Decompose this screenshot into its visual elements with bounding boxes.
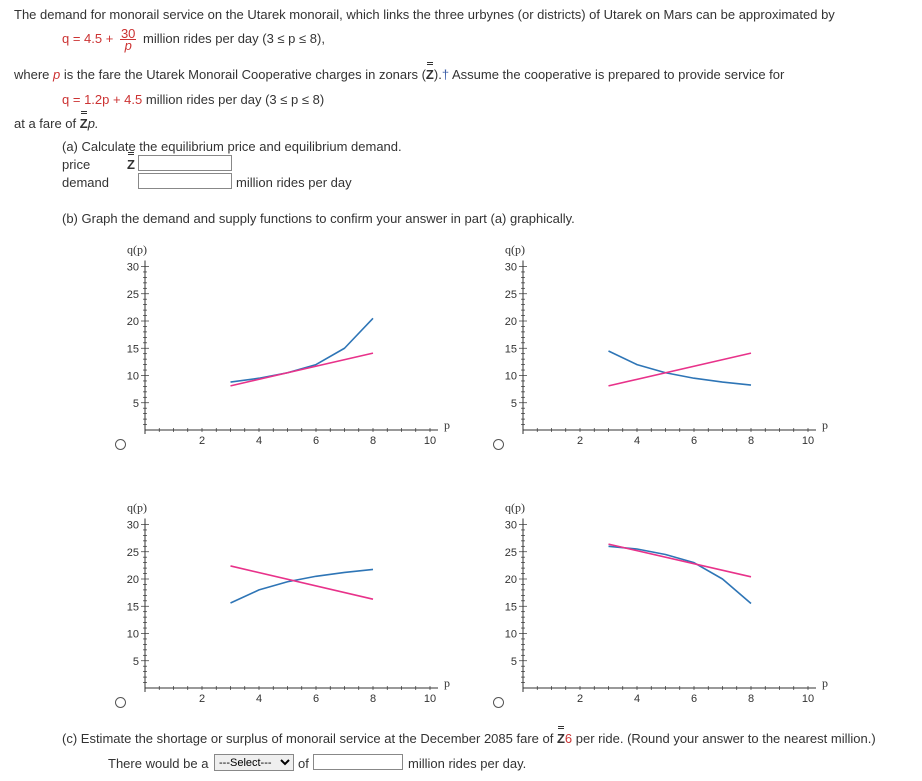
part-c-prompt-start: (c) Estimate the shortage or surplus of monorail service at the December 2085 fare of: [62, 731, 554, 746]
y-tick-label: 15: [504, 601, 517, 614]
intro-at-fare: at a fare of: [14, 116, 77, 131]
part-a-prompt: (a) Calculate the equilibrium price and equilibrium demand.: [62, 139, 402, 154]
zonar-icon: Z: [127, 157, 135, 172]
of-label: of: [298, 756, 309, 771]
supply-eq-q: q =: [62, 92, 81, 107]
x-tick-label: 2: [576, 693, 584, 705]
y-tick-label: 10: [126, 628, 139, 641]
y-tick-label: 5: [510, 655, 517, 668]
x-tick-label: 2: [198, 435, 206, 447]
x-axis-label: p: [444, 418, 450, 432]
supply-eq-body: 1.2p + 4.5: [84, 92, 143, 107]
x-axis-label: p: [822, 676, 828, 690]
x-tick-label: 8: [369, 693, 377, 705]
part-c-prompt-end: per ride. (Round your answer to the nearest million.): [575, 731, 876, 746]
x-tick-label: 6: [690, 693, 698, 705]
y-tick-label: 10: [504, 370, 517, 383]
y-tick-label: 5: [510, 397, 517, 410]
x-tick-label: 2: [576, 435, 584, 447]
price-label: price: [62, 157, 91, 172]
zonar-icon: Z: [425, 67, 434, 82]
y-tick-label: 25: [126, 288, 139, 301]
y-axis-label: q(p): [127, 500, 147, 515]
y-tick-label: 30: [126, 519, 139, 532]
x-tick-label: 4: [255, 435, 263, 447]
y-tick-label: 15: [504, 343, 517, 356]
y-axis-label: q(p): [505, 500, 525, 515]
intro-line-1: The demand for monorail service on the Utarek monorail, which links the three urbynes (or districts) of Utarek on Mars can be approximated by: [14, 7, 835, 22]
y-tick-label: 25: [126, 546, 139, 559]
y-tick-label: 20: [126, 574, 139, 586]
x-tick-label: 6: [690, 435, 698, 447]
intro-p-variable: p: [53, 67, 61, 82]
y-tick-label: 20: [504, 574, 517, 586]
intro-fare-text: is the fare the Utarek Monorail Cooperative charges in zonars (: [63, 67, 426, 82]
x-axis-label: p: [822, 418, 828, 432]
y-tick-label: 30: [504, 261, 517, 274]
demand-eq-numerator: 30: [120, 26, 136, 41]
x-tick-label: 8: [747, 693, 755, 705]
demand-eq-prefix: q = 4.5 +: [62, 30, 114, 46]
y-axis-label: q(p): [505, 242, 525, 257]
y-tick-label: 10: [504, 628, 517, 641]
demand-unit-label: million rides per day: [236, 175, 352, 190]
amount-unit-label: million rides per day.: [408, 756, 527, 771]
intro-close-paren: ).: [433, 67, 442, 82]
shortage-surplus-select[interactable]: [214, 754, 294, 771]
x-tick-label: 4: [255, 693, 263, 705]
intro-p-end: p.: [87, 116, 99, 131]
x-tick-label: 10: [423, 693, 437, 705]
y-tick-label: 10: [126, 370, 139, 383]
line-series: [609, 544, 752, 577]
y-tick-label: 30: [126, 261, 139, 274]
y-tick-label: 5: [132, 655, 139, 668]
zonar-icon: Z: [556, 731, 565, 746]
part-c-fare-value: 6: [564, 731, 573, 746]
y-tick-label: 15: [126, 343, 139, 356]
y-tick-label: 25: [504, 288, 517, 301]
x-tick-label: 10: [801, 435, 815, 447]
y-tick-label: 15: [126, 601, 139, 614]
y-tick-label: 20: [504, 316, 517, 328]
x-axis-label: p: [444, 676, 450, 690]
demand-eq-suffix: million rides per day (3 ≤ p ≤ 8),: [143, 30, 325, 46]
y-tick-label: 20: [126, 316, 139, 328]
curve-series: [609, 546, 752, 603]
x-tick-label: 10: [423, 435, 437, 447]
x-tick-label: 4: [633, 693, 641, 705]
there-would-be-label: There would be a: [108, 756, 209, 771]
demand-eq-denominator: p: [124, 38, 132, 53]
x-tick-label: 6: [312, 435, 320, 447]
x-tick-label: 10: [801, 693, 815, 705]
x-tick-label: 4: [633, 435, 641, 447]
y-tick-label: 5: [132, 397, 139, 410]
part-b-prompt: (b) Graph the demand and supply functions to confirm your answer in part (a) graphically.: [62, 211, 575, 226]
supply-eq-suffix: million rides per day (3 ≤ p ≤ 8): [145, 92, 325, 107]
x-tick-label: 2: [198, 693, 206, 705]
x-tick-label: 8: [369, 435, 377, 447]
y-tick-label: 30: [504, 519, 517, 532]
footnote-dagger-link[interactable]: †: [441, 67, 450, 82]
zonar-icon: Z: [79, 116, 88, 131]
intro-where: where: [14, 67, 50, 82]
demand-label: demand: [62, 175, 109, 190]
y-axis-label: q(p): [127, 242, 147, 257]
x-tick-label: 8: [747, 435, 755, 447]
amount-input[interactable]: [313, 754, 403, 770]
part-c-prompt: [62, 731, 876, 746]
x-tick-label: 6: [312, 693, 320, 705]
intro-assume-text: Assume the cooperative is prepared to provide service for: [451, 67, 785, 82]
y-tick-label: 25: [504, 546, 517, 559]
